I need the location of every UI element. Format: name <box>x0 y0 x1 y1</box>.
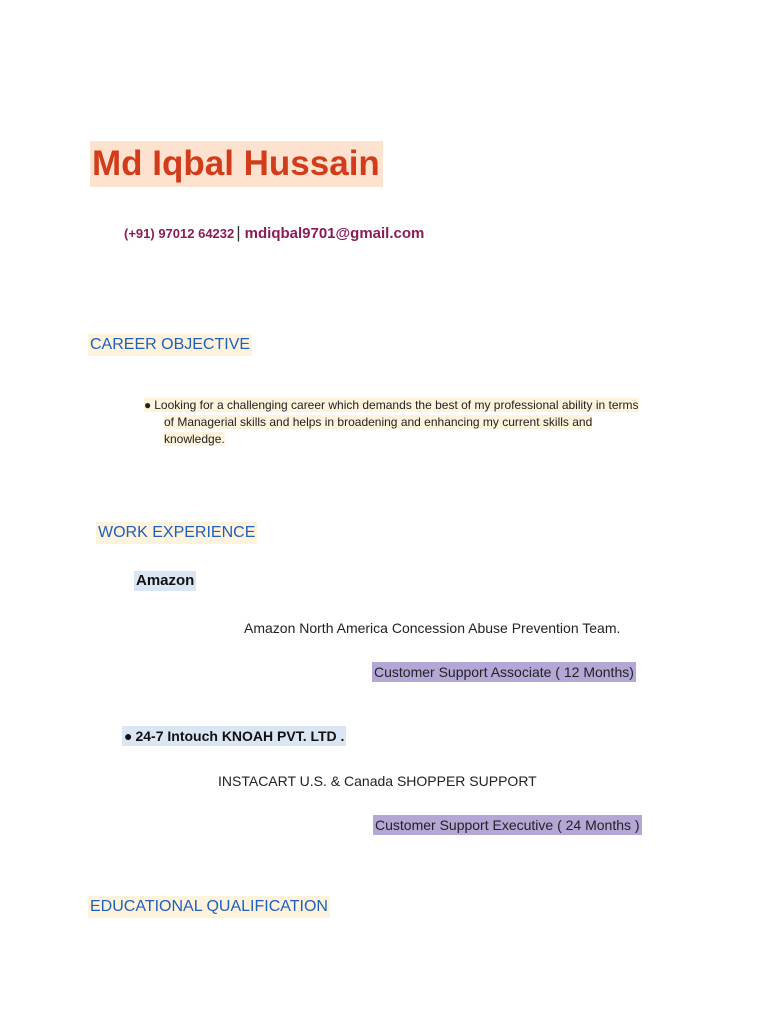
job-2-company: 24-7 Intouch KNOAH PVT. LTD . <box>135 728 345 744</box>
job-2-bullet: ● <box>124 728 133 744</box>
contact-separator: | <box>236 223 241 242</box>
job-1-company: Amazon <box>136 572 195 589</box>
phone-number: (+91) 97012 64232 <box>124 226 235 241</box>
objective-line-1: Looking for a challenging career which demands the best of my professional ability in terms <box>154 398 639 412</box>
objective-line-3: knowledge. <box>164 432 225 446</box>
career-objective-heading: CAREER OBJECTIVE <box>88 334 252 356</box>
career-objective-text <box>144 397 674 448</box>
education-heading: EDUCATIONAL QUALIFICATION <box>88 896 330 918</box>
candidate-name: Md Iqbal Hussain <box>90 141 383 187</box>
job-2-company-line <box>122 726 346 746</box>
job-2-role: Customer Support Executive ( 24 Months ) <box>375 817 640 833</box>
job-1-role: Customer Support Associate ( 12 Months) <box>374 664 634 680</box>
job-2-team: INSTACART U.S. & Canada SHOPPER SUPPORT <box>218 773 537 789</box>
job-1-team: Amazon North America Concession Abuse Prevention Team. <box>244 620 621 636</box>
objective-line-2: of Managerial skills and helps in broadening and enhancing my current skills and <box>164 415 593 429</box>
work-experience-heading: WORK EXPERIENCE <box>96 522 257 544</box>
objective-bullet: ● <box>144 398 152 412</box>
contact-line <box>124 222 424 245</box>
email-address: mdiqbal9701@gmail.com <box>244 225 425 242</box>
